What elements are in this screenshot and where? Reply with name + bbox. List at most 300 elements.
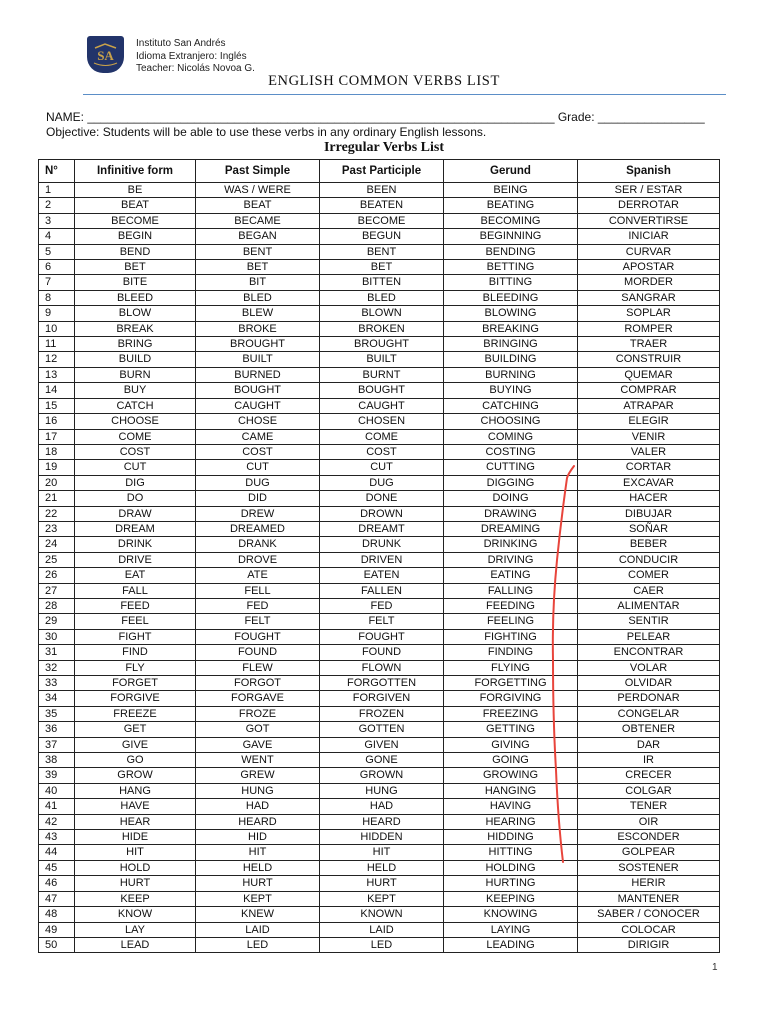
cell-past-participle: FORGOTTEN bbox=[320, 676, 444, 691]
cell-past-simple: FOUND bbox=[196, 645, 320, 660]
table-row bbox=[39, 244, 720, 259]
cell-infinitive: BEND bbox=[75, 244, 196, 259]
table-row bbox=[39, 229, 720, 244]
school-name: Instituto San Andrés bbox=[136, 38, 226, 49]
table-row bbox=[39, 383, 720, 398]
cell-past-participle: BEGUN bbox=[320, 229, 444, 244]
table-row bbox=[39, 460, 720, 475]
cell-infinitive: CHOOSE bbox=[75, 414, 196, 429]
cell-spanish: SABER / CONOCER bbox=[578, 907, 720, 922]
cell-number: 22 bbox=[39, 506, 75, 521]
table-row bbox=[39, 290, 720, 305]
table-row bbox=[39, 753, 720, 768]
table-row bbox=[39, 737, 720, 752]
cell-gerund: BEGINNING bbox=[444, 229, 578, 244]
cell-spanish: QUEMAR bbox=[578, 367, 720, 382]
cell-infinitive: FALL bbox=[75, 583, 196, 598]
cell-number: 9 bbox=[39, 306, 75, 321]
cell-past-simple: FORGAVE bbox=[196, 691, 320, 706]
cell-past-simple: GAVE bbox=[196, 737, 320, 752]
cell-gerund: FEELING bbox=[444, 614, 578, 629]
cell-number: 10 bbox=[39, 321, 75, 336]
cell-spanish: OLVIDAR bbox=[578, 676, 720, 691]
cell-past-simple: HIT bbox=[196, 845, 320, 860]
cell-gerund: HURTING bbox=[444, 876, 578, 891]
cell-number: 4 bbox=[39, 229, 75, 244]
objective-text: Objective: Students will be able to use these verbs in any ordinary English lessons. bbox=[46, 125, 487, 139]
cell-number: 14 bbox=[39, 383, 75, 398]
column-header-past-simple: Past Simple bbox=[196, 160, 320, 183]
cell-gerund: FLYING bbox=[444, 660, 578, 675]
cell-spanish: PELEAR bbox=[578, 629, 720, 644]
cell-past-participle: GIVEN bbox=[320, 737, 444, 752]
cell-gerund: BUILDING bbox=[444, 352, 578, 367]
cell-spanish: DERROTAR bbox=[578, 198, 720, 213]
cell-spanish: HACER bbox=[578, 491, 720, 506]
cell-number: 29 bbox=[39, 614, 75, 629]
school-logo bbox=[87, 36, 124, 73]
cell-gerund: DRAWING bbox=[444, 506, 578, 521]
cell-gerund: FORGETTING bbox=[444, 676, 578, 691]
cell-gerund: BETTING bbox=[444, 260, 578, 275]
cell-number: 20 bbox=[39, 475, 75, 490]
cell-past-simple: FELL bbox=[196, 583, 320, 598]
cell-spanish: INICIAR bbox=[578, 229, 720, 244]
table-row bbox=[39, 799, 720, 814]
page-number: 1 bbox=[712, 962, 718, 973]
cell-spanish: BEBER bbox=[578, 537, 720, 552]
cell-past-simple: HID bbox=[196, 830, 320, 845]
cell-spanish: IR bbox=[578, 753, 720, 768]
cell-past-simple: DUG bbox=[196, 475, 320, 490]
cell-infinitive: BURN bbox=[75, 367, 196, 382]
cell-past-participle: DROWN bbox=[320, 506, 444, 521]
table-row bbox=[39, 706, 720, 721]
table-row bbox=[39, 722, 720, 737]
cell-number: 35 bbox=[39, 706, 75, 721]
cell-infinitive: BECOME bbox=[75, 213, 196, 228]
cell-past-participle: GOTTEN bbox=[320, 722, 444, 737]
cell-infinitive: BUY bbox=[75, 383, 196, 398]
cell-past-simple: HEARD bbox=[196, 814, 320, 829]
cell-gerund: FREEZING bbox=[444, 706, 578, 721]
cell-infinitive: DRAW bbox=[75, 506, 196, 521]
cell-gerund: CUTTING bbox=[444, 460, 578, 475]
cell-number: 24 bbox=[39, 537, 75, 552]
cell-past-simple: HAD bbox=[196, 799, 320, 814]
cell-spanish: ESCONDER bbox=[578, 830, 720, 845]
table-row bbox=[39, 629, 720, 644]
cell-number: 47 bbox=[39, 891, 75, 906]
cell-number: 45 bbox=[39, 860, 75, 875]
cell-past-participle: COST bbox=[320, 444, 444, 459]
cell-gerund: LEADING bbox=[444, 937, 578, 952]
cell-spanish: ENCONTRAR bbox=[578, 645, 720, 660]
cell-past-simple: BECAME bbox=[196, 213, 320, 228]
cell-past-participle: BLOWN bbox=[320, 306, 444, 321]
cell-gerund: CHOOSING bbox=[444, 414, 578, 429]
cell-gerund: GETTING bbox=[444, 722, 578, 737]
cell-number: 31 bbox=[39, 645, 75, 660]
cell-gerund: FEEDING bbox=[444, 598, 578, 613]
cell-past-simple: BLED bbox=[196, 290, 320, 305]
table-row bbox=[39, 845, 720, 860]
school-info bbox=[136, 38, 255, 76]
cell-past-simple: FED bbox=[196, 598, 320, 613]
cell-past-participle: LED bbox=[320, 937, 444, 952]
cell-past-participle: HAD bbox=[320, 799, 444, 814]
cell-past-simple: BROKE bbox=[196, 321, 320, 336]
cell-past-simple: GREW bbox=[196, 768, 320, 783]
cell-past-simple: DRANK bbox=[196, 537, 320, 552]
cell-past-participle: FOUND bbox=[320, 645, 444, 660]
cell-infinitive: BLOW bbox=[75, 306, 196, 321]
cell-past-simple: FORGOT bbox=[196, 676, 320, 691]
table-row bbox=[39, 937, 720, 952]
column-header-spanish: Spanish bbox=[578, 160, 720, 183]
table-row bbox=[39, 860, 720, 875]
cell-spanish: COMER bbox=[578, 568, 720, 583]
cell-spanish: CORTAR bbox=[578, 460, 720, 475]
cell-past-participle: FORGIVEN bbox=[320, 691, 444, 706]
table-row bbox=[39, 521, 720, 536]
table-row bbox=[39, 444, 720, 459]
cell-spanish: MORDER bbox=[578, 275, 720, 290]
cell-gerund: HIDDING bbox=[444, 830, 578, 845]
cell-number: 44 bbox=[39, 845, 75, 860]
table-row bbox=[39, 583, 720, 598]
cell-past-simple: FELT bbox=[196, 614, 320, 629]
cell-past-participle: BITTEN bbox=[320, 275, 444, 290]
cell-spanish: DIBUJAR bbox=[578, 506, 720, 521]
cell-number: 13 bbox=[39, 367, 75, 382]
cell-past-participle: DONE bbox=[320, 491, 444, 506]
cell-past-simple: BROUGHT bbox=[196, 337, 320, 352]
cell-gerund: DOING bbox=[444, 491, 578, 506]
cell-past-participle: BROUGHT bbox=[320, 337, 444, 352]
cell-gerund: BEING bbox=[444, 183, 578, 198]
cell-infinitive: KNOW bbox=[75, 907, 196, 922]
cell-number: 2 bbox=[39, 198, 75, 213]
cell-number: 18 bbox=[39, 444, 75, 459]
cell-spanish: COLGAR bbox=[578, 783, 720, 798]
cell-past-participle: HUNG bbox=[320, 783, 444, 798]
cell-past-participle: FELT bbox=[320, 614, 444, 629]
cell-number: 26 bbox=[39, 568, 75, 583]
cell-past-participle: HURT bbox=[320, 876, 444, 891]
cell-past-participle: HIT bbox=[320, 845, 444, 860]
cell-infinitive: FORGIVE bbox=[75, 691, 196, 706]
column-header-infinitive: Infinitive form bbox=[75, 160, 196, 183]
cell-spanish: CONVERTIRSE bbox=[578, 213, 720, 228]
cell-gerund: DRINKING bbox=[444, 537, 578, 552]
cell-past-participle: BUILT bbox=[320, 352, 444, 367]
cell-gerund: BRINGING bbox=[444, 337, 578, 352]
cell-past-simple: CHOSE bbox=[196, 414, 320, 429]
table-row bbox=[39, 275, 720, 290]
cell-infinitive: GO bbox=[75, 753, 196, 768]
cell-gerund: HOLDING bbox=[444, 860, 578, 875]
table-row bbox=[39, 891, 720, 906]
table-row bbox=[39, 598, 720, 613]
cell-spanish: CONGELAR bbox=[578, 706, 720, 721]
cell-number: 50 bbox=[39, 937, 75, 952]
cell-past-participle: GROWN bbox=[320, 768, 444, 783]
cell-infinitive: BEGIN bbox=[75, 229, 196, 244]
cell-past-simple: DREW bbox=[196, 506, 320, 521]
cell-gerund: HEARING bbox=[444, 814, 578, 829]
cell-gerund: HAVING bbox=[444, 799, 578, 814]
cell-past-simple: HUNG bbox=[196, 783, 320, 798]
cell-spanish: ATRAPAR bbox=[578, 398, 720, 413]
cell-past-simple: FOUGHT bbox=[196, 629, 320, 644]
cell-infinitive: BUILD bbox=[75, 352, 196, 367]
cell-gerund: BECOMING bbox=[444, 213, 578, 228]
cell-spanish: HERIR bbox=[578, 876, 720, 891]
cell-number: 38 bbox=[39, 753, 75, 768]
table-row bbox=[39, 614, 720, 629]
cell-past-participle: BLED bbox=[320, 290, 444, 305]
cell-number: 7 bbox=[39, 275, 75, 290]
cell-infinitive: FORGET bbox=[75, 676, 196, 691]
table-row bbox=[39, 691, 720, 706]
cell-gerund: DIGGING bbox=[444, 475, 578, 490]
cell-infinitive: GET bbox=[75, 722, 196, 737]
cell-past-simple: CAUGHT bbox=[196, 398, 320, 413]
cell-spanish: MANTENER bbox=[578, 891, 720, 906]
cell-gerund: LAYING bbox=[444, 922, 578, 937]
cell-past-participle: GONE bbox=[320, 753, 444, 768]
cell-past-participle: HIDDEN bbox=[320, 830, 444, 845]
cell-number: 49 bbox=[39, 922, 75, 937]
title-divider bbox=[83, 94, 726, 95]
cell-past-participle: LAID bbox=[320, 922, 444, 937]
cell-past-simple: KEPT bbox=[196, 891, 320, 906]
cell-past-participle: CHOSEN bbox=[320, 414, 444, 429]
table-row bbox=[39, 352, 720, 367]
cell-infinitive: KEEP bbox=[75, 891, 196, 906]
cell-infinitive: HURT bbox=[75, 876, 196, 891]
cell-infinitive: COME bbox=[75, 429, 196, 444]
cell-infinitive: DO bbox=[75, 491, 196, 506]
cell-past-simple: COST bbox=[196, 444, 320, 459]
cell-number: 25 bbox=[39, 552, 75, 567]
cell-infinitive: LEAD bbox=[75, 937, 196, 952]
cell-number: 37 bbox=[39, 737, 75, 752]
name-grade-line: NAME: ______________________________________________________________________ Grade: ________________ bbox=[46, 110, 705, 124]
cell-past-simple: KNEW bbox=[196, 907, 320, 922]
table-row bbox=[39, 907, 720, 922]
cell-past-simple: LAID bbox=[196, 922, 320, 937]
cell-past-simple: BUILT bbox=[196, 352, 320, 367]
cell-infinitive: FREEZE bbox=[75, 706, 196, 721]
cell-infinitive: BRING bbox=[75, 337, 196, 352]
cell-gerund: DRIVING bbox=[444, 552, 578, 567]
table-row bbox=[39, 429, 720, 444]
cell-past-participle: KEPT bbox=[320, 891, 444, 906]
table-title: Irregular Verbs List bbox=[323, 140, 445, 155]
cell-past-participle: DUG bbox=[320, 475, 444, 490]
cell-number: 16 bbox=[39, 414, 75, 429]
cell-gerund: GOING bbox=[444, 753, 578, 768]
cell-gerund: HITTING bbox=[444, 845, 578, 860]
cell-infinitive: FLY bbox=[75, 660, 196, 675]
cell-number: 8 bbox=[39, 290, 75, 305]
cell-spanish: SANGRAR bbox=[578, 290, 720, 305]
cell-spanish: CURVAR bbox=[578, 244, 720, 259]
cell-infinitive: FIND bbox=[75, 645, 196, 660]
cell-past-simple: LED bbox=[196, 937, 320, 952]
cell-number: 1 bbox=[39, 183, 75, 198]
cell-spanish: ROMPER bbox=[578, 321, 720, 336]
cell-past-participle: BET bbox=[320, 260, 444, 275]
cell-past-simple: GOT bbox=[196, 722, 320, 737]
cell-past-participle: BENT bbox=[320, 244, 444, 259]
cell-past-simple: ATE bbox=[196, 568, 320, 583]
cell-number: 48 bbox=[39, 907, 75, 922]
column-header-gerund: Gerund bbox=[444, 160, 578, 183]
cell-infinitive: BLEED bbox=[75, 290, 196, 305]
table-body bbox=[39, 183, 720, 953]
cell-gerund: BITTING bbox=[444, 275, 578, 290]
cell-number: 41 bbox=[39, 799, 75, 814]
cell-infinitive: HAVE bbox=[75, 799, 196, 814]
cell-spanish: PERDONAR bbox=[578, 691, 720, 706]
cell-past-participle: BEEN bbox=[320, 183, 444, 198]
cell-spanish: ELEGIR bbox=[578, 414, 720, 429]
cell-gerund: BLOWING bbox=[444, 306, 578, 321]
cell-gerund: DREAMING bbox=[444, 521, 578, 536]
cell-gerund: BEATING bbox=[444, 198, 578, 213]
table-row bbox=[39, 814, 720, 829]
table-row bbox=[39, 398, 720, 413]
cell-gerund: EATING bbox=[444, 568, 578, 583]
cell-spanish: EXCAVAR bbox=[578, 475, 720, 490]
table-row bbox=[39, 568, 720, 583]
cell-number: 43 bbox=[39, 830, 75, 845]
cell-number: 3 bbox=[39, 213, 75, 228]
cell-spanish: SOPLAR bbox=[578, 306, 720, 321]
cell-number: 34 bbox=[39, 691, 75, 706]
cell-past-participle: CAUGHT bbox=[320, 398, 444, 413]
subject-line: Idioma Extranjero: Inglés bbox=[136, 50, 247, 62]
cell-gerund: CATCHING bbox=[444, 398, 578, 413]
cell-gerund: FIGHTING bbox=[444, 629, 578, 644]
cell-past-simple: FLEW bbox=[196, 660, 320, 675]
cell-spanish: VALER bbox=[578, 444, 720, 459]
cell-gerund: BUYING bbox=[444, 383, 578, 398]
cell-infinitive: BE bbox=[75, 183, 196, 198]
cell-gerund: GIVING bbox=[444, 737, 578, 752]
cell-past-simple: DROVE bbox=[196, 552, 320, 567]
cell-past-participle: FOUGHT bbox=[320, 629, 444, 644]
cell-spanish: APOSTAR bbox=[578, 260, 720, 275]
cell-past-participle: FED bbox=[320, 598, 444, 613]
cell-past-participle: DREAMT bbox=[320, 521, 444, 536]
cell-spanish: CONSTRUIR bbox=[578, 352, 720, 367]
table-row bbox=[39, 183, 720, 198]
cell-infinitive: DREAM bbox=[75, 521, 196, 536]
cell-past-participle: FROZEN bbox=[320, 706, 444, 721]
cell-past-simple: BEGAN bbox=[196, 229, 320, 244]
cell-spanish: SENTIR bbox=[578, 614, 720, 629]
cell-past-simple: BEAT bbox=[196, 198, 320, 213]
cell-past-participle: BEATEN bbox=[320, 198, 444, 213]
cell-infinitive: BREAK bbox=[75, 321, 196, 336]
cell-past-participle: BOUGHT bbox=[320, 383, 444, 398]
cell-gerund: KEEPING bbox=[444, 891, 578, 906]
cell-past-simple: BIT bbox=[196, 275, 320, 290]
cell-infinitive: COST bbox=[75, 444, 196, 459]
teacher-line: Teacher: Nicolás Novoa G. bbox=[136, 63, 255, 74]
cell-spanish: SOSTENER bbox=[578, 860, 720, 875]
cell-past-participle: BURNT bbox=[320, 367, 444, 382]
table-row bbox=[39, 922, 720, 937]
column-header-past-participle: Past Participle bbox=[320, 160, 444, 183]
cell-past-simple: DREAMED bbox=[196, 521, 320, 536]
cell-past-simple: CUT bbox=[196, 460, 320, 475]
table-row bbox=[39, 367, 720, 382]
table-row bbox=[39, 306, 720, 321]
cell-gerund: COMING bbox=[444, 429, 578, 444]
cell-gerund: BENDING bbox=[444, 244, 578, 259]
cell-spanish: COMPRAR bbox=[578, 383, 720, 398]
table-row bbox=[39, 491, 720, 506]
cell-spanish: SER / ESTAR bbox=[578, 183, 720, 198]
cell-infinitive: CATCH bbox=[75, 398, 196, 413]
cell-past-participle: CUT bbox=[320, 460, 444, 475]
cell-past-simple: BURNED bbox=[196, 367, 320, 382]
cell-spanish: VOLAR bbox=[578, 660, 720, 675]
cell-number: 39 bbox=[39, 768, 75, 783]
cell-gerund: KNOWING bbox=[444, 907, 578, 922]
cell-gerund: FORGIVING bbox=[444, 691, 578, 706]
cell-spanish: CRECER bbox=[578, 768, 720, 783]
cell-infinitive: BET bbox=[75, 260, 196, 275]
cell-past-participle: DRIVEN bbox=[320, 552, 444, 567]
cell-gerund: BLEEDING bbox=[444, 290, 578, 305]
cell-number: 5 bbox=[39, 244, 75, 259]
table-row bbox=[39, 783, 720, 798]
cell-number: 27 bbox=[39, 583, 75, 598]
table-row bbox=[39, 213, 720, 228]
cell-spanish: TRAER bbox=[578, 337, 720, 352]
cell-number: 30 bbox=[39, 629, 75, 644]
cell-number: 46 bbox=[39, 876, 75, 891]
cell-infinitive: FEED bbox=[75, 598, 196, 613]
table-row bbox=[39, 414, 720, 429]
cell-spanish: SOÑAR bbox=[578, 521, 720, 536]
cell-past-participle: FLOWN bbox=[320, 660, 444, 675]
cell-past-participle: BECOME bbox=[320, 213, 444, 228]
cell-past-simple: HELD bbox=[196, 860, 320, 875]
cell-gerund: FINDING bbox=[444, 645, 578, 660]
table-row bbox=[39, 260, 720, 275]
cell-infinitive: LAY bbox=[75, 922, 196, 937]
cell-infinitive: GIVE bbox=[75, 737, 196, 752]
cell-infinitive: DRINK bbox=[75, 537, 196, 552]
cell-number: 32 bbox=[39, 660, 75, 675]
logo-monogram: SA bbox=[97, 48, 114, 63]
cell-infinitive: HOLD bbox=[75, 860, 196, 875]
cell-past-simple: BENT bbox=[196, 244, 320, 259]
table-row bbox=[39, 768, 720, 783]
table-row bbox=[39, 475, 720, 490]
cell-past-participle: EATEN bbox=[320, 568, 444, 583]
cell-past-participle: HELD bbox=[320, 860, 444, 875]
cell-infinitive: HANG bbox=[75, 783, 196, 798]
cell-past-simple: WENT bbox=[196, 753, 320, 768]
